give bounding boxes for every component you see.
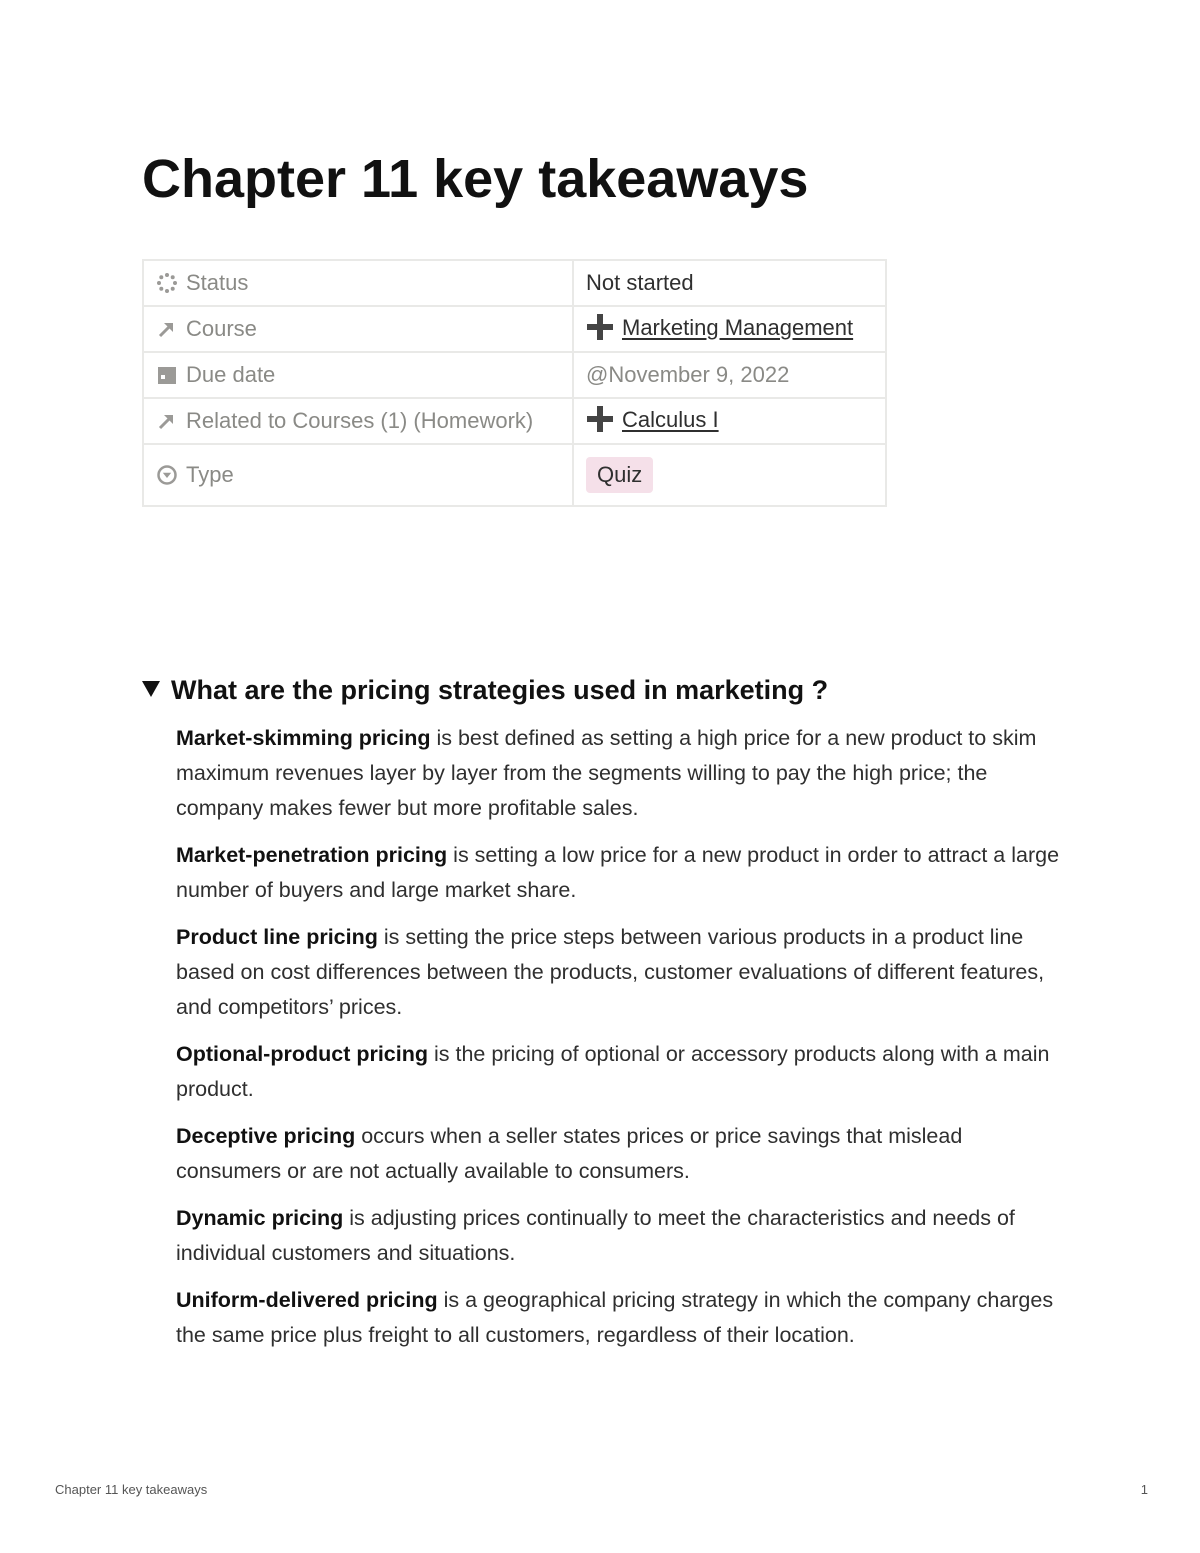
relation-arrow-icon xyxy=(156,318,178,340)
property-value[interactable] xyxy=(573,260,886,306)
property-key xyxy=(143,260,573,306)
plus-icon xyxy=(586,405,614,433)
definition-text: is setting a low price for a new product in order to attract a large number of buyers and large market share. xyxy=(176,843,1060,902)
type-tag[interactable]: Quiz xyxy=(586,457,653,493)
definition-paragraph xyxy=(176,721,1072,826)
property-row-status xyxy=(143,260,886,306)
definition-text: is the pricing of optional or accessory products along with a main product. xyxy=(176,1042,1050,1101)
plus-icon xyxy=(586,313,614,341)
definition-text: is a geographical pricing strategy in which the company charges the same price plus freight to all customers, regardless of their location. xyxy=(176,1288,1054,1347)
definition-paragraph xyxy=(176,1283,1072,1353)
property-key xyxy=(143,444,573,506)
course-link[interactable]: Marketing Management xyxy=(622,314,854,340)
status-value[interactable]: Not started xyxy=(586,270,694,295)
definition-paragraph xyxy=(176,838,1072,908)
definition-term: Dynamic pricing xyxy=(176,1206,344,1230)
related-course-link[interactable]: Calculus I xyxy=(622,406,719,432)
property-row-type xyxy=(143,444,886,506)
definition-paragraph xyxy=(176,920,1072,1025)
definition-term: Uniform-delivered pricing xyxy=(176,1288,438,1312)
property-key-label: Due date xyxy=(186,362,276,387)
definition-text: is best defined as setting a high price for a new product to skim maximum revenues layer by layer from the segments willing to pay the high price; the company makes fewer but more profitable sales. xyxy=(176,726,1037,820)
toggle-heading-text: What are the pricing strategies used in marketing ? xyxy=(171,675,829,705)
definition-text: occurs when a seller states prices or price savings that mislead consumers or are not actually available to consumers. xyxy=(176,1124,963,1183)
select-icon xyxy=(156,464,178,486)
toggle-body xyxy=(176,721,1072,1353)
property-key-label: Course xyxy=(186,316,257,341)
property-key xyxy=(143,398,573,444)
property-key xyxy=(143,352,573,398)
due-date-value[interactable]: @November 9, 2022 xyxy=(586,362,790,387)
property-value[interactable] xyxy=(573,352,886,398)
property-key xyxy=(143,306,573,352)
calendar-icon xyxy=(156,364,178,386)
property-value[interactable] xyxy=(573,444,886,506)
definition-term: Market-penetration pricing xyxy=(176,843,448,867)
definition-term: Product line pricing xyxy=(176,925,378,949)
definition-term: Market-skimming pricing xyxy=(176,726,431,750)
property-value[interactable] xyxy=(573,306,886,352)
pricing-strategies-toggle xyxy=(142,670,1072,1365)
status-icon xyxy=(156,272,178,294)
toggle-heading[interactable] xyxy=(142,670,1072,710)
definition-paragraph xyxy=(176,1201,1072,1271)
relation-arrow-icon xyxy=(156,410,178,432)
page-title: Chapter 11 key takeaways xyxy=(142,149,809,209)
definition-paragraph xyxy=(176,1119,1072,1189)
footer-title: Chapter 11 key takeaways xyxy=(55,1482,208,1497)
property-value[interactable] xyxy=(573,398,886,444)
property-row-related-courses xyxy=(143,398,886,444)
definition-term: Deceptive pricing xyxy=(176,1124,356,1148)
property-key-label: Type xyxy=(186,462,234,487)
properties-table xyxy=(142,259,887,507)
property-key-label: Related to Courses (1) (Homework) xyxy=(186,408,534,433)
property-key-label: Status xyxy=(186,270,249,295)
definition-text: is adjusting prices continually to meet the characteristics and needs of individual customers and situations. xyxy=(176,1206,1015,1265)
property-row-due-date xyxy=(143,352,886,398)
property-row-course xyxy=(143,306,886,352)
definition-paragraph xyxy=(176,1037,1072,1107)
footer-page-number: 1 xyxy=(1140,1482,1148,1497)
definition-term: Optional-product pricing xyxy=(176,1042,429,1066)
toggle-triangle-icon[interactable] xyxy=(142,681,160,697)
definition-text: is setting the price steps between various products in a product line based on cost differences between the products, customer evaluations of different features, and competitors’ prices. xyxy=(176,925,1045,1019)
